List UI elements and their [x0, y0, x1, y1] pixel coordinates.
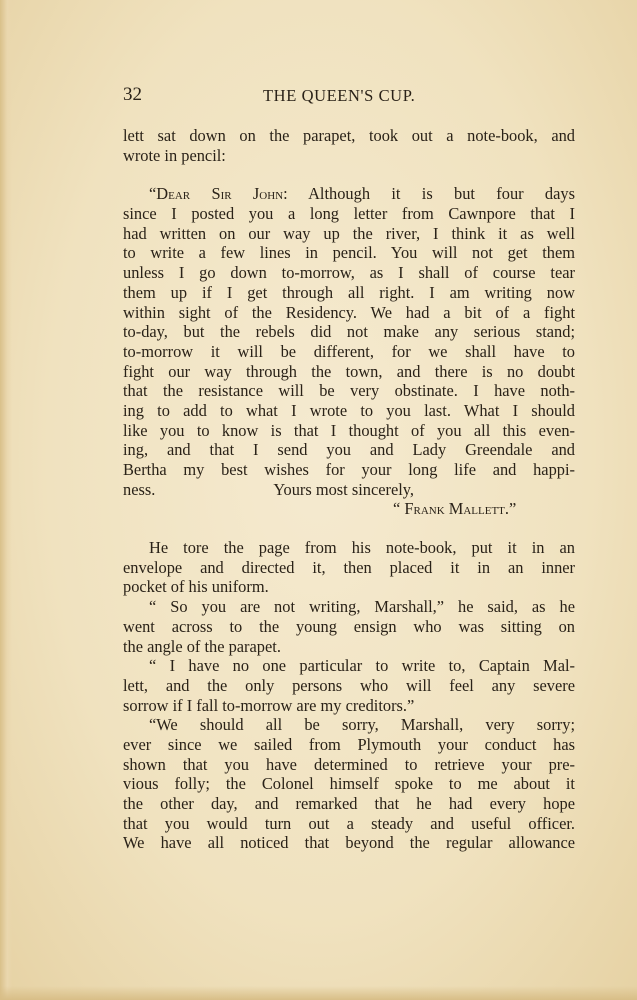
text-line: pocket of his uniform. — [123, 577, 269, 597]
page-number: 32 — [123, 84, 142, 105]
salutation-sir: Sir — [211, 184, 232, 204]
text-line: We have all noticed that beyond the regular allowance — [123, 833, 575, 853]
salutation-john: John — [252, 184, 284, 204]
last-word: ness. — [123, 479, 156, 499]
text-line: fight our way through the town, and there is no doubt — [123, 361, 575, 381]
text-line: that you would turn out a steady and useful officer. — [123, 813, 575, 833]
running-title: THE QUEEN'S CUP. — [263, 86, 416, 105]
open-quote: “ — [149, 184, 157, 204]
page-left-edge — [0, 0, 12, 1000]
text-line: since I posted you a long letter from Cawnpore that I — [123, 204, 575, 224]
text-line: the other day, and remarked that he had every hope — [123, 794, 575, 813]
text-line: lett, and the only persons who will feel any severe — [123, 675, 575, 695]
page-bottom-edge — [0, 986, 637, 1000]
text-line: “ So you are not writing, Marshall,” he said, as he — [149, 597, 575, 617]
text-line: He tore the page from his note-book, put it in an — [149, 538, 575, 558]
text-line: ing, and that I send you and Lady Greendale and — [123, 440, 575, 460]
text-line: the angle of the parapet. — [123, 636, 281, 656]
text-line: envelope and directed it, then placed it in an inner — [123, 557, 575, 577]
text-line: like you to know is that I thought of you all this even- — [123, 420, 575, 440]
text-line: went across to the young ensign who was sitting on — [123, 616, 575, 636]
valediction: Yours most sincerely, — [273, 479, 415, 499]
text-line: unless I go down to-morrow, as I shall of course tear — [123, 263, 575, 283]
salutation-rest: : Although it is but four days — [283, 184, 575, 204]
text-line: had written on our way up the river, I think it as well — [123, 223, 575, 243]
salutation-dear: Dear — [156, 184, 191, 204]
text-line: ever since we sailed from Plymouth your conduct has — [123, 734, 575, 754]
text-line: to write a few lines in pencil. You will not get them — [123, 243, 575, 263]
text-line: lett sat down on the parapet, took out a note-book, and — [123, 126, 575, 145]
text-line: “We should all be sorry, Marshall, very sorry; — [149, 715, 575, 735]
signature-line — [123, 499, 575, 519]
text-line: vious folly; the Colonel himself spoke to me about it — [123, 774, 575, 794]
valediction-line — [123, 480, 575, 500]
text-line: to-day, but the rebels did not make any serious stand; — [123, 322, 575, 342]
paragraph-gap — [123, 165, 575, 184]
text-line: to-morrow it will be different, for we shall have to — [123, 341, 575, 361]
text-line: within sight of the Residency. We had a bit of a fight — [123, 302, 575, 322]
body-text — [123, 126, 575, 853]
text-line: that the resistance will be very obstinate. I have noth- — [123, 381, 575, 401]
signature-close: .” — [504, 499, 517, 519]
text-line: Bertha my best wishes for your long life and happi- — [123, 460, 575, 479]
text-line: sorrow if I fall to-morrow are my creditors.” — [123, 695, 415, 715]
page-header — [123, 84, 575, 108]
text-line: wrote in pencil: — [123, 145, 226, 165]
paragraph-gap — [123, 519, 575, 538]
text-line: shown that you have determined to retrieve your pre- — [123, 754, 575, 774]
signature-name: Frank Mallett — [404, 499, 505, 519]
text-line: “ I have no one particular to write to, Captain Mal- — [149, 656, 575, 676]
text-line: ing to add to what I wrote to you last. What I should — [123, 400, 575, 420]
letter-salutation-line — [123, 184, 575, 204]
signature-open-quote: “ — [393, 499, 401, 519]
text-line: them up if I get through all right. I am writing now — [123, 282, 575, 302]
